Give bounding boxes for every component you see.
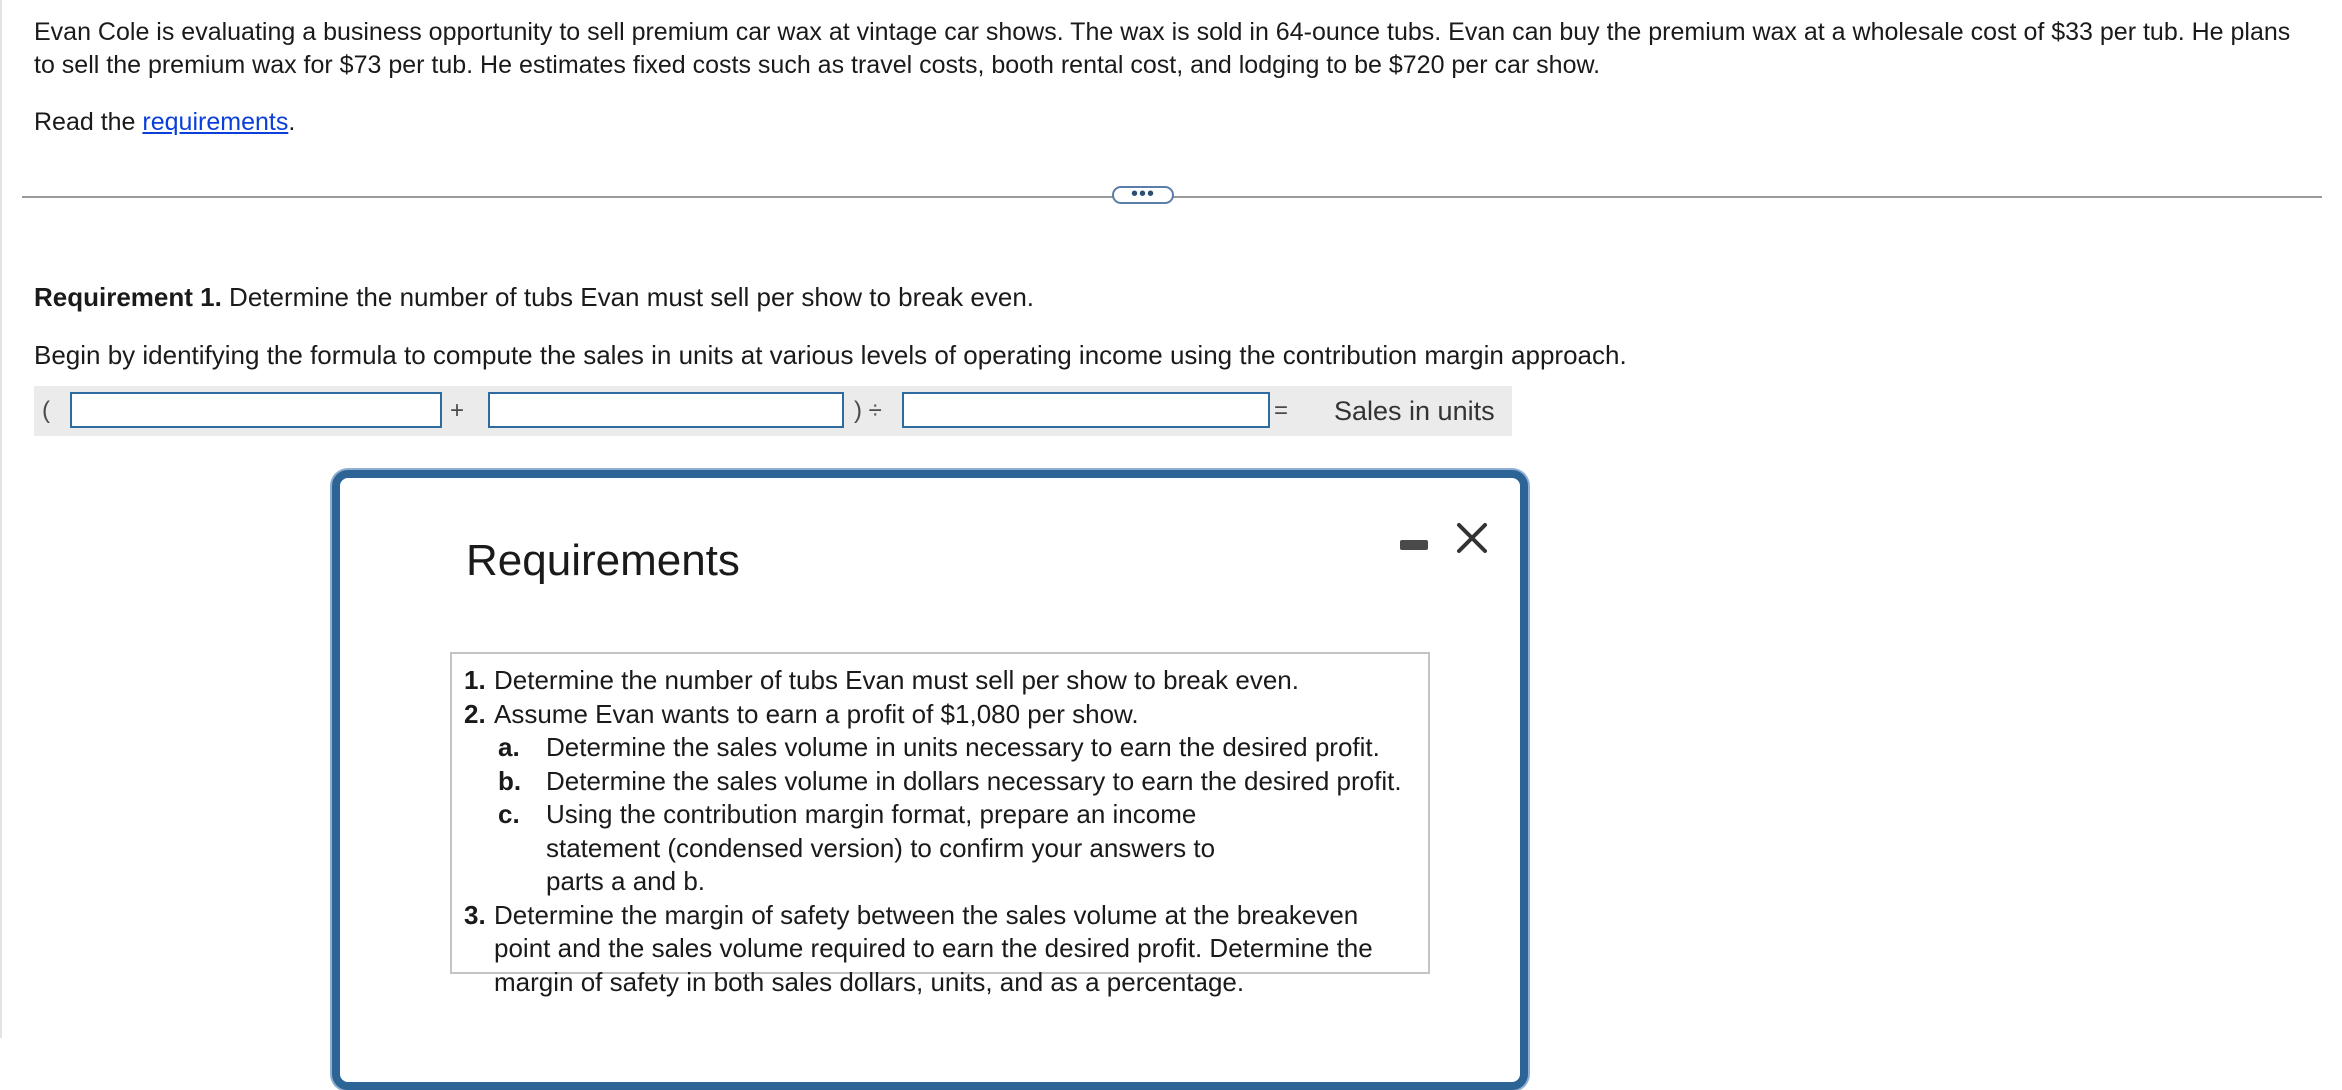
requirement-item	[464, 698, 1416, 732]
requirement-subitem	[464, 731, 1416, 765]
equals-sign: =	[1274, 397, 1289, 424]
requirement-subitem	[464, 765, 1416, 799]
subitem-letter: b.	[498, 765, 522, 796]
dialog-title: Requirements	[466, 536, 740, 585]
subitem-text: Determine the sales volume in units necessary to earn the desired profit.	[546, 732, 1380, 762]
problem-statement: Evan Cole is evaluating a business opportunity to sell premium car wax at vintage car shows. The wax is sold in 64-ounce tubs. Evan can buy the premium wax at a wholesale cost of $33 per tub. He plans to sell the premium wax for $73 per tub. He estimates fixed costs such as travel costs, booth rental cost, and lodging to be $720 per car show.	[34, 18, 2291, 79]
requirement-number: 2.	[464, 698, 486, 729]
minimize-icon[interactable]	[1394, 520, 1434, 560]
subitem-text: Determine the sales volume in dollars necessary to earn the desired profit.	[546, 765, 1402, 796]
requirement-subitem	[464, 798, 1416, 899]
more-options-button[interactable]: •••	[1112, 186, 1174, 204]
left-border	[0, 0, 2, 1038]
requirements-list	[450, 652, 1430, 997]
formula-row	[34, 386, 1512, 436]
read-prefix: Read the	[34, 108, 143, 136]
formula-input-2[interactable]	[488, 392, 844, 428]
formula-input-3[interactable]	[902, 392, 1270, 428]
requirement-number: 3.	[464, 899, 486, 930]
read-suffix: .	[288, 108, 296, 136]
close-icon[interactable]	[1450, 516, 1494, 560]
requirement-item	[464, 899, 1416, 1000]
requirement-item	[464, 664, 1416, 698]
subitem-letter: c.	[498, 799, 520, 829]
requirement-number: 1.	[464, 665, 486, 695]
subitem-text: Using the contribution margin format, prepare an income statement (condensed version) to confirm your answers to parts a and b.	[546, 799, 1216, 896]
open-paren: (	[42, 397, 50, 424]
requirement-1-text: Determine the number of tubs Evan must sell per show to break even.	[221, 282, 1035, 312]
formula-input-1[interactable]	[70, 392, 442, 428]
plus-sign: +	[450, 397, 465, 424]
requirements-dialog	[332, 470, 1528, 1090]
formula-instruction: Begin by identifying the formula to compute the sales in units at various levels of operating income using the contribution margin approach.	[34, 340, 1627, 370]
read-requirements-line	[34, 106, 295, 139]
formula-result-label: Sales in units	[1334, 396, 1495, 426]
requirement-text: Assume Evan wants to earn a profit of $1,080 per show.	[494, 698, 1139, 729]
subitem-letter: a.	[498, 732, 520, 762]
requirement-1-heading	[34, 280, 1034, 314]
requirements-link[interactable]: requirements	[142, 108, 289, 136]
requirement-1-label: Requirement 1.	[34, 282, 222, 312]
requirement-text: Determine the number of tubs Evan must sell per show to break even.	[494, 665, 1299, 695]
close-paren-divide: ) ÷	[854, 397, 882, 424]
requirement-text: Determine the margin of safety between the sales volume at the breakeven point and the sales volume required to earn the desired profit. Determine the margin of safety in both sales dollars, units, and as a percentage.	[494, 899, 1373, 997]
